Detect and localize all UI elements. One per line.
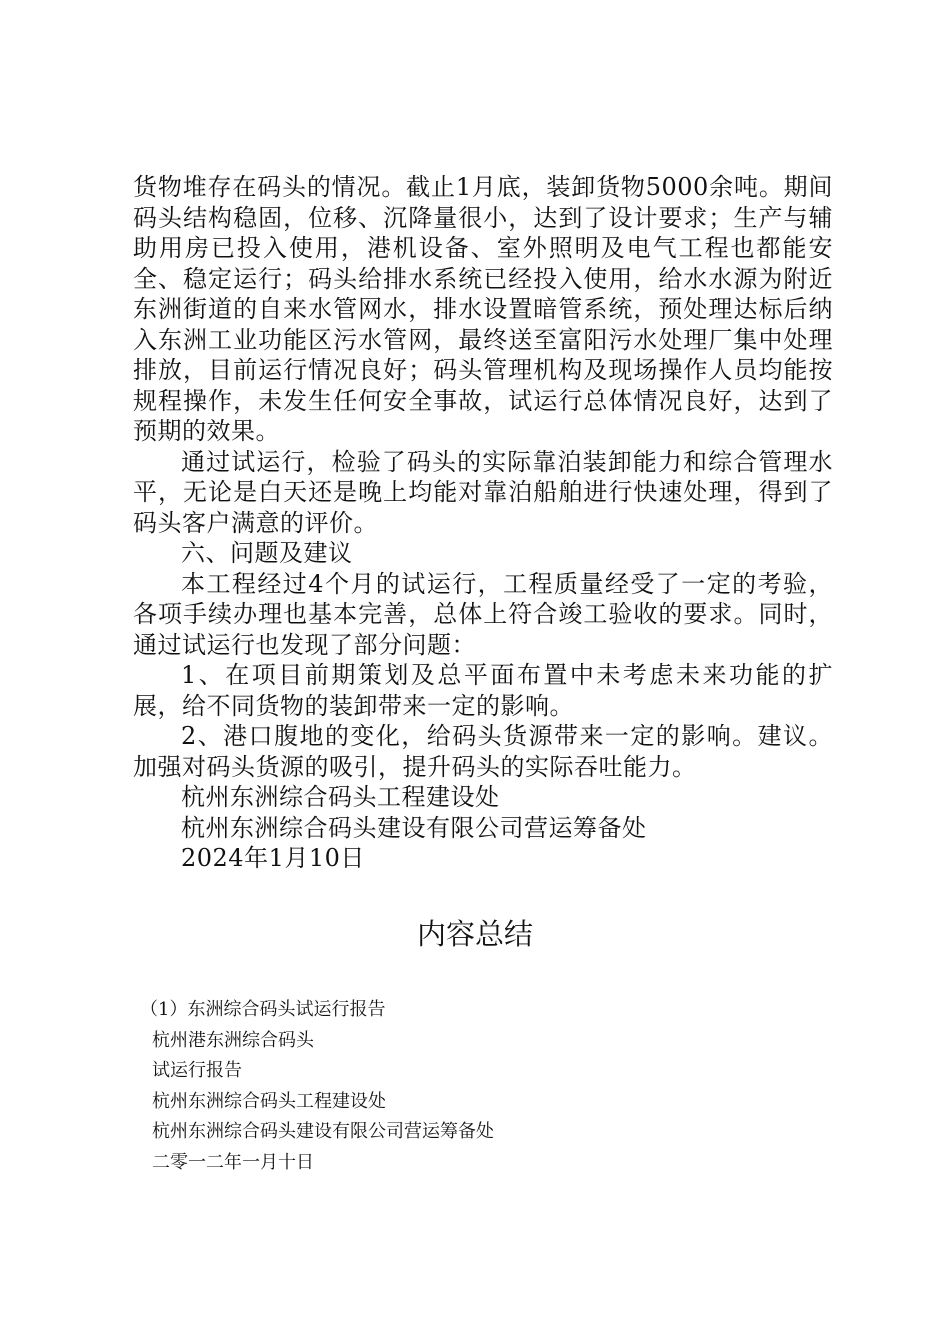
issue-item-1: 1、在项目前期策划及总平面布置中未考虑未来功能的扩展，给不同货物的装卸带来一定的影响。 xyxy=(133,661,833,720)
report-date: 2024年1月10日 xyxy=(181,844,365,872)
summary-item: 杭州东洲综合码头工程建设处 xyxy=(152,1090,386,1112)
summary-item: 二零一二年一月十日 xyxy=(152,1151,314,1173)
paragraph-issues-intro: 本工程经过4个月的试运行，工程质量经受了一定的考验，各项手续办理也基本完善，总体上符合竣工验收的要求。同时，通过试运行也发现了部分问题： xyxy=(133,569,833,659)
issue-item-2: 2、港口腹地的变化，给码头货源带来一定的影响。建议。加强对码头货源的吸引，提升码头的实际吞吐能力。 xyxy=(133,722,833,781)
summary-item: （1）东洲综合码头试运行报告 xyxy=(140,999,386,1020)
summary-item: 杭州东洲综合码头建设有限公司营运筹备处 xyxy=(152,1121,494,1142)
summary-item: 杭州港东洲综合码头 xyxy=(152,1029,314,1051)
signature-operations-office: 杭州东洲综合码头建设有限公司营运筹备处 xyxy=(181,813,647,842)
signature-construction-office: 杭州东洲综合码头工程建设处 xyxy=(181,783,500,811)
paragraph-trial-operation-status: 货物堆存在码头的情况。截止1月底，装卸货物5000余吨。期间码头结构稳固，位移、沉降量很小，达到了设计要求；生产与辅助用房已投入使用，港机设备、室外照明及电气工程也都能安全、稳定运行；码头给排水系统已经投入使用，给水水源为附近东洲街道的自来水管网水，排水设置暗管系统，预处理达标后纳入东洲工业功能区污水管网，最终送至富阳污水处理厂集中处理排放，目前运行情况良好；码头管理机构及现场操作人员均能按规程操作，未发生任何安全事故，试运行总体情况良好，达到了预期的效果。 xyxy=(133,173,833,445)
summary-title: 内容总结 xyxy=(416,917,533,951)
report-body xyxy=(133,172,833,874)
paragraph-trial-result: 通过试运行，检验了码头的实际靠泊装卸能力和综合管理水平，无论是白天还是晚上均能对靠泊船舶进行快速处理，得到了码头客户满意的评价。 xyxy=(133,447,833,537)
summary-item: 试运行报告 xyxy=(152,1060,242,1081)
section-heading-issues: 六、问题及建议 xyxy=(181,539,353,567)
summary-list xyxy=(140,995,840,1178)
